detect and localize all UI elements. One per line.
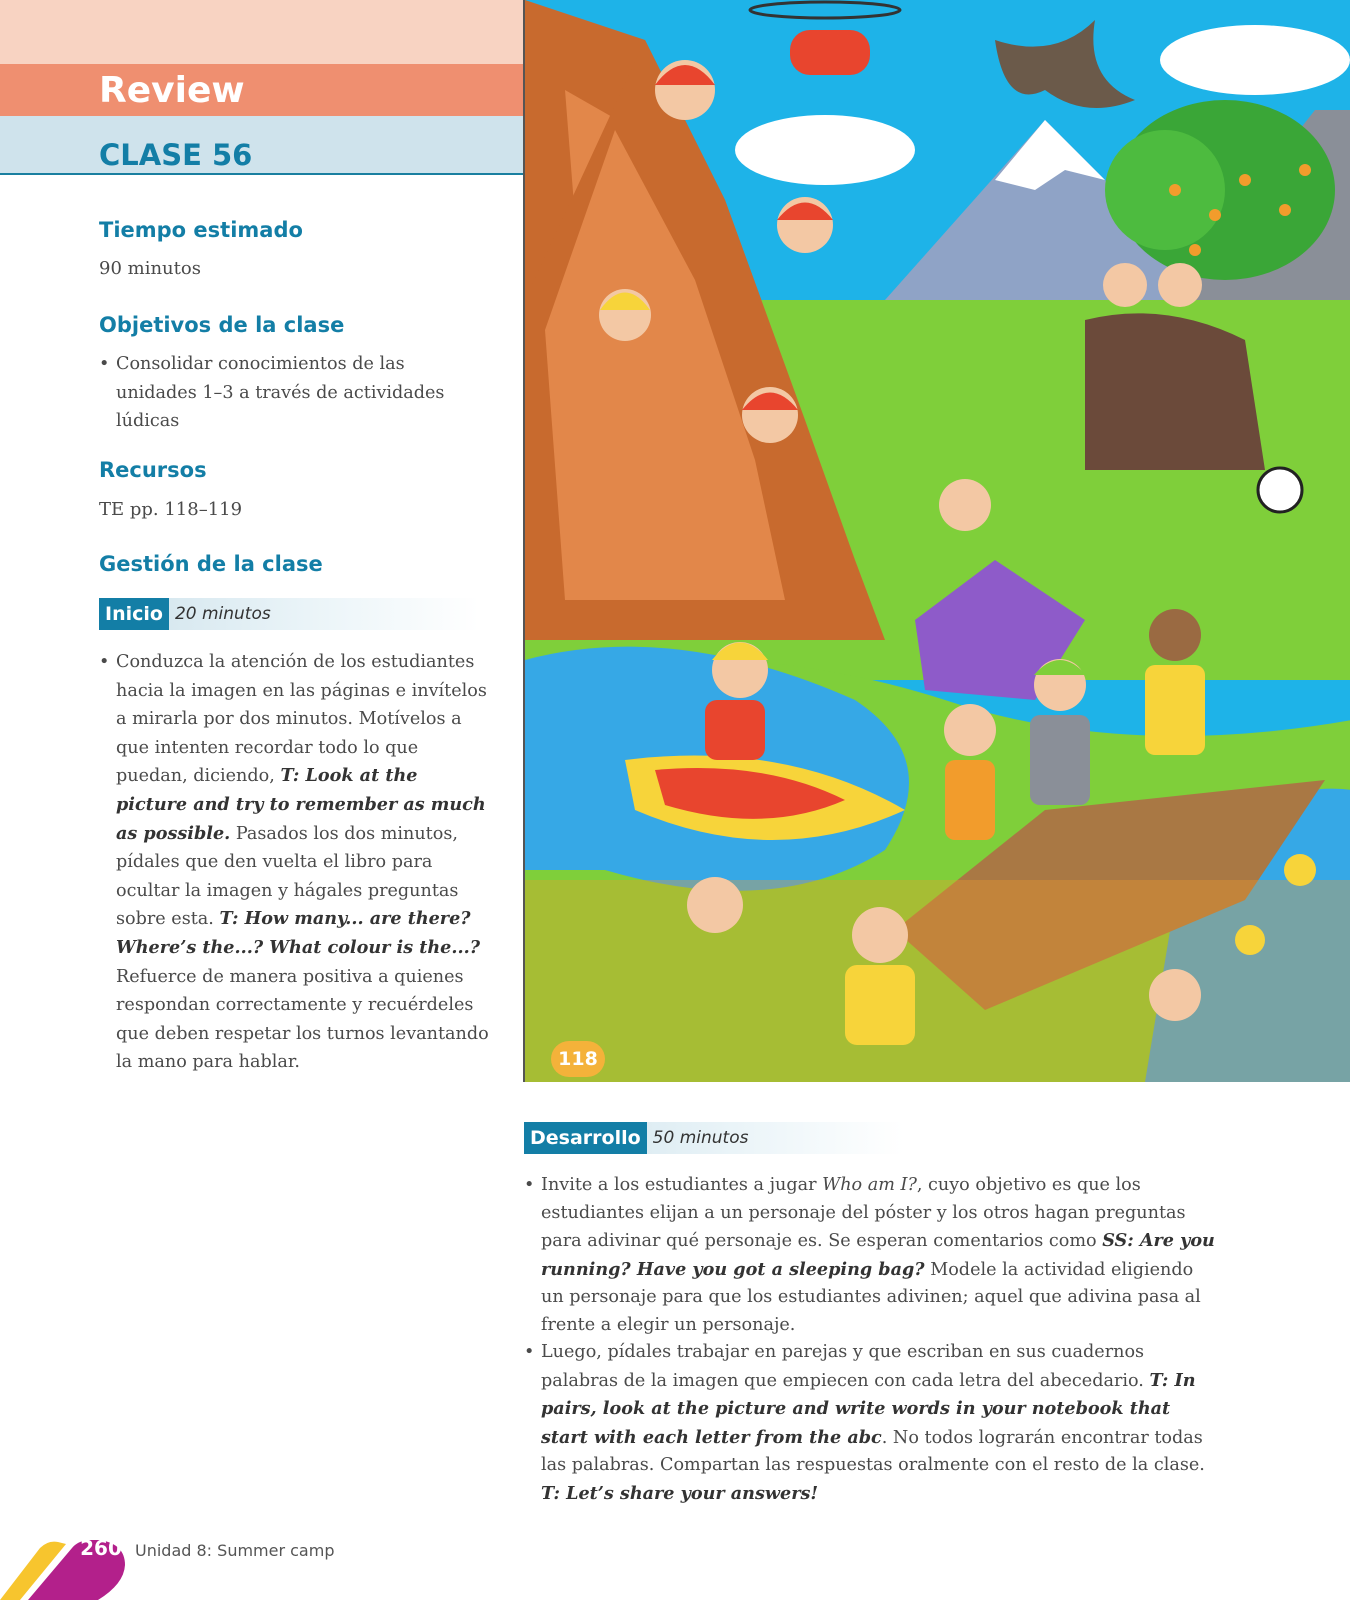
header-band-review [0,64,523,116]
desarrollo-text-1a: Invite a los estudiantes a jugar [541,1175,823,1195]
desarrollo-game-title: Who am I? [822,1175,917,1195]
section-title: Review [99,70,245,111]
footer-unit-label: Unidad 8: Summer camp [135,1541,335,1560]
desarrollo-text-2b: . No todos lograrán encontrar todas las palabras. Compartan las respuestas oralmente con el resto de la clase. [541,1427,1205,1475]
inicio-tag [99,598,479,630]
gestion-heading: Gestión de la clase [99,552,323,576]
inicio-time: 20 minutos [174,604,271,624]
desarrollo-text-1b: , cuyo objetivo es que los estudiantes elijan a un personaje del póster y los otros hagan preguntas para adivinar qué personaje es. Se esperan comentarios como [541,1175,1186,1251]
illustration-page-number: 118 [551,1041,605,1077]
inicio-label: Inicio [99,598,169,630]
inicio-text-2: Pasados los dos minutos, pídales que den vuelta el libro para ocultar la imagen y hágales preguntas sobre esta. [116,823,459,930]
objetivos-heading: Objetivos de la clase [99,313,345,337]
tiempo-heading: Tiempo estimado [99,218,303,242]
footer-page-number: 260 [80,1536,122,1560]
inicio-quote-2: T: How many... are there? Where’s the...? What colour is the...? [116,908,481,958]
header-band-clase [0,116,523,175]
desarrollo-quote-1: SS: Are you running? Have you got a sleeping bag? [541,1230,1215,1280]
desarrollo-quote-3: T: Let’s share your answers! [541,1482,819,1504]
desarrollo-tag [524,1122,904,1154]
tiempo-value: 90 minutos [99,258,201,279]
header-band-top [0,0,523,64]
recursos-value: TE pp. 118–119 [99,499,243,520]
clase-title: CLASE 56 [99,138,253,172]
inicio-text-3: Refuerce de manera positiva a quienes respondan correctamente y recuérdeles que deben respetar los turnos levantando la mano para hablar. [116,966,489,1073]
inicio-paragraph [116,648,489,1077]
desarrollo-time: 50 minutos [652,1128,749,1148]
desarrollo-text-1c: Modele la actividad eligiendo un personaje para que los estudiantes adivinen; aquel que adivina pasa al frente a elegir un personaje. [541,1259,1201,1335]
desarrollo-text-2a: Luego, pídales trabajar en parejas y que escriban en sus cuadernos palabras de la imagen que empiecen con cada letra del abecedario. [541,1342,1150,1391]
desarrollo-bullet-1 [541,1172,1221,1339]
inicio-text-1: Conduzca la atención de los estudiantes hacia la imagen en las páginas e invítelos a mirarla por dos minutos. Motívelos a que intenten recordar todo lo que puedan, diciendo, [116,652,487,787]
desarrollo-quote-2: T: In pairs, look at the picture and write words in your notebook that start with each letter from the abc [541,1369,1196,1448]
objetivos-item: • Consolidar conocimientos de las unidades 1–3 a través de actividades lúdicas [116,350,476,436]
desarrollo-bullet-2 [541,1339,1221,1508]
desarrollo-label: Desarrollo [524,1122,647,1154]
recursos-heading: Recursos [99,458,207,482]
camp-illustration [523,0,1350,1082]
inicio-quote-1: T: Look at the picture and try to remember as much as possible. [116,765,486,844]
